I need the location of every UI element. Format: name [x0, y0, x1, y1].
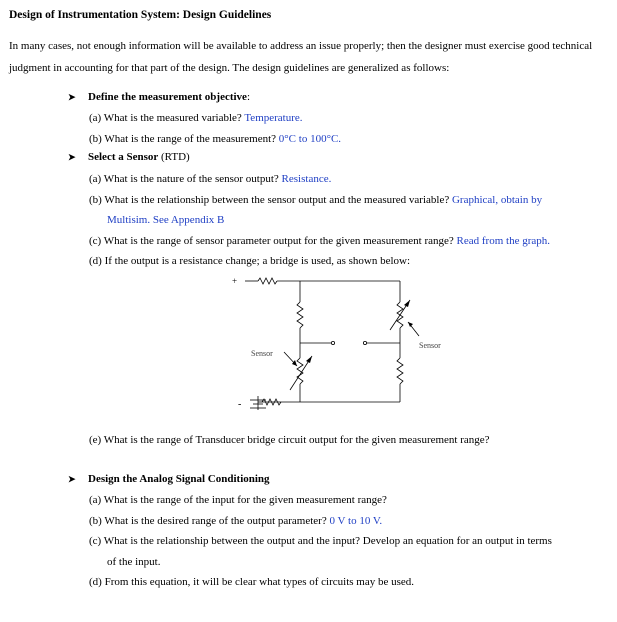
intro-paragraph: In many cases, not enough information will be available to address an issue properly; then the designer must exercise good technical judgment in accounting for that part of the design. The design guidelines are generalized as follows:: [9, 40, 593, 74]
arrow-bullet-icon: ➤: [68, 474, 76, 484]
list-item: (b) What is the relationship between the sensor output and the measured variable? Graphical, obtain by: [89, 194, 543, 206]
section-define-objective: ➤ Define the measurement objective:: [68, 91, 251, 103]
section-analog-conditioning: ➤ Design the Analog Signal Conditioning: [68, 473, 270, 485]
bridge-resistor-right-bottom: [397, 358, 403, 384]
supply-resistor-bottom: [262, 399, 281, 405]
list-item: (c) What is the range of sensor parameter output for the given measurement range? Read from the graph.: [89, 235, 551, 247]
list-item: (b) What is the range of the measurement? 0°C to 100°C.: [89, 133, 342, 145]
arrow-bullet-icon: ➤: [68, 92, 76, 102]
bridge-resistor-left-bottom: [297, 358, 303, 384]
list-item-continuation: of the input.: [107, 556, 161, 568]
list-item: (a) What is the nature of the sensor output? Resistance.: [89, 173, 332, 185]
plus-terminal-label: +: [232, 276, 238, 286]
list-item: (c) What is the relationship between the output and the input? Develop an equation for an output in terms: [89, 535, 552, 547]
sensor-label-right: Sensor: [419, 341, 441, 350]
sensor-label-left: Sensor: [251, 349, 273, 358]
supply-resistor-top: [258, 278, 277, 284]
list-item: (b) What is the desired range of the output parameter? 0 V to 10 V.: [89, 515, 383, 527]
minus-terminal-label: -: [238, 399, 242, 410]
list-item: (e) What is the range of Transducer bridge circuit output for the given measurement range?: [89, 434, 490, 446]
bridge-resistor-left-top: [297, 302, 303, 328]
section-select-sensor: ➤ Select a Sensor (RTD): [68, 151, 190, 163]
list-item: (d) From this equation, it will be clear what types of circuits may be used.: [89, 576, 415, 588]
list-item: (a) What is the range of the input for the given measurement range?: [89, 494, 387, 506]
list-item: (d) If the output is a resistance change; a bridge is used, as shown below:: [89, 255, 411, 267]
list-item-continuation: Multisim. See Appendix B: [107, 214, 225, 226]
arrow-bullet-icon: ➤: [68, 152, 76, 162]
list-item: (a) What is the measured variable? Temperature.: [89, 112, 303, 124]
bridge-resistor-right-top: [397, 302, 403, 328]
page-title: Design of Instrumentation System: Design Guidelines: [9, 9, 272, 21]
